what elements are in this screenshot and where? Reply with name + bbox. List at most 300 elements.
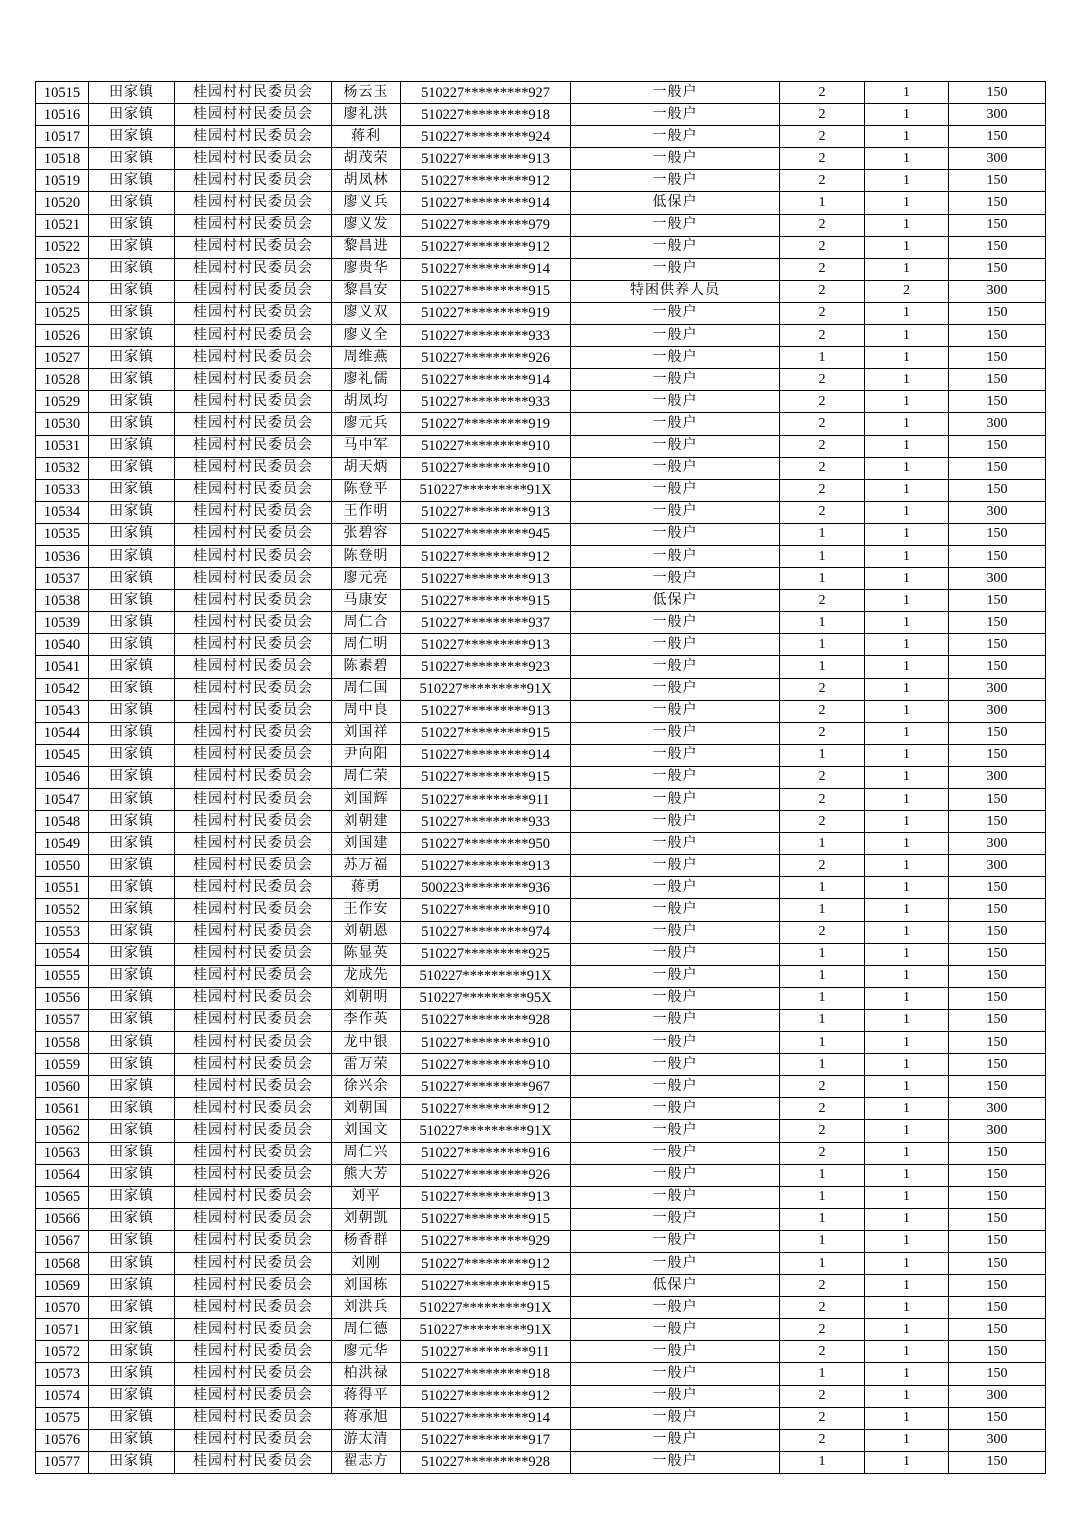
seq-cell: 10529 (36, 391, 89, 413)
seq-cell: 10569 (36, 1275, 89, 1297)
amount-cell: 150 (949, 590, 1046, 612)
id-number-cell: 510227*********912 (401, 170, 571, 192)
name-cell: 胡凤林 (332, 170, 401, 192)
household-type-cell: 一般户 (571, 1164, 780, 1186)
village-cell: 桂园村村民委员会 (175, 590, 332, 612)
count-b-cell: 1 (865, 1120, 949, 1142)
name-cell: 翟志方 (332, 1451, 401, 1473)
town-cell: 田家镇 (89, 1385, 175, 1407)
id-number-cell: 500223*********936 (401, 877, 571, 899)
count-b-cell: 1 (865, 325, 949, 347)
name-cell: 廖义发 (332, 214, 401, 236)
town-cell: 田家镇 (89, 766, 175, 788)
amount-cell: 150 (949, 811, 1046, 833)
seq-cell: 10531 (36, 435, 89, 457)
count-b-cell: 1 (865, 877, 949, 899)
amount-cell: 150 (949, 214, 1046, 236)
table-row (36, 1076, 1046, 1098)
town-cell: 田家镇 (89, 1319, 175, 1341)
village-cell: 桂园村村民委员会 (175, 1032, 332, 1054)
count-b-cell: 1 (865, 391, 949, 413)
id-number-cell: 510227*********91X (401, 1297, 571, 1319)
seq-cell: 10519 (36, 170, 89, 192)
household-type-cell: 一般户 (571, 855, 780, 877)
town-cell: 田家镇 (89, 965, 175, 987)
household-type-cell: 一般户 (571, 722, 780, 744)
village-cell: 桂园村村民委员会 (175, 1076, 332, 1098)
household-type-cell: 一般户 (571, 766, 780, 788)
town-cell: 田家镇 (89, 855, 175, 877)
table-row (36, 545, 1046, 567)
seq-cell: 10530 (36, 413, 89, 435)
name-cell: 廖贵华 (332, 258, 401, 280)
seq-cell: 10541 (36, 656, 89, 678)
id-number-cell: 510227*********910 (401, 899, 571, 921)
village-cell: 桂园村村民委员会 (175, 1142, 332, 1164)
id-number-cell: 510227*********917 (401, 1429, 571, 1451)
count-b-cell: 1 (865, 1098, 949, 1120)
name-cell: 陈登明 (332, 545, 401, 567)
count-a-cell: 1 (780, 1164, 865, 1186)
seq-cell: 10543 (36, 700, 89, 722)
count-b-cell: 1 (865, 899, 949, 921)
household-type-cell: 一般户 (571, 634, 780, 656)
seq-cell: 10551 (36, 877, 89, 899)
household-type-cell: 一般户 (571, 126, 780, 148)
table-row (36, 192, 1046, 214)
name-cell: 陈登平 (332, 479, 401, 501)
amount-cell: 300 (949, 833, 1046, 855)
seq-cell: 10550 (36, 855, 89, 877)
seq-cell: 10520 (36, 192, 89, 214)
village-cell: 桂园村村民委员会 (175, 1252, 332, 1274)
town-cell: 田家镇 (89, 1164, 175, 1186)
town-cell: 田家镇 (89, 1076, 175, 1098)
amount-cell: 150 (949, 1407, 1046, 1429)
household-type-cell: 一般户 (571, 1297, 780, 1319)
id-number-cell: 510227*********928 (401, 1009, 571, 1031)
count-b-cell: 1 (865, 1230, 949, 1252)
table-row (36, 1142, 1046, 1164)
count-a-cell: 1 (780, 545, 865, 567)
table-row (36, 855, 1046, 877)
seq-cell: 10540 (36, 634, 89, 656)
name-cell: 刘朝恩 (332, 921, 401, 943)
name-cell: 胡天炳 (332, 457, 401, 479)
town-cell: 田家镇 (89, 1407, 175, 1429)
amount-cell: 150 (949, 391, 1046, 413)
amount-cell: 150 (949, 523, 1046, 545)
seq-cell: 10573 (36, 1363, 89, 1385)
town-cell: 田家镇 (89, 987, 175, 1009)
name-cell: 刘平 (332, 1186, 401, 1208)
count-b-cell: 1 (865, 1032, 949, 1054)
seq-cell: 10559 (36, 1054, 89, 1076)
amount-cell: 300 (949, 280, 1046, 302)
id-number-cell: 510227*********914 (401, 369, 571, 391)
id-number-cell: 510227*********912 (401, 545, 571, 567)
amount-cell: 150 (949, 1297, 1046, 1319)
count-b-cell: 1 (865, 302, 949, 324)
id-number-cell: 510227*********913 (401, 1186, 571, 1208)
town-cell: 田家镇 (89, 479, 175, 501)
id-number-cell: 510227*********929 (401, 1230, 571, 1252)
table-row (36, 347, 1046, 369)
village-cell: 桂园村村民委员会 (175, 280, 332, 302)
table-row (36, 1363, 1046, 1385)
name-cell: 周仁荣 (332, 766, 401, 788)
town-cell: 田家镇 (89, 104, 175, 126)
village-cell: 桂园村村民委员会 (175, 656, 332, 678)
name-cell: 廖礼洪 (332, 104, 401, 126)
id-number-cell: 510227*********933 (401, 811, 571, 833)
table-row (36, 590, 1046, 612)
village-cell: 桂园村村民委员会 (175, 789, 332, 811)
id-number-cell: 510227*********95X (401, 987, 571, 1009)
amount-cell: 150 (949, 258, 1046, 280)
table-row (36, 943, 1046, 965)
count-b-cell: 1 (865, 148, 949, 170)
count-b-cell: 1 (865, 523, 949, 545)
amount-cell: 300 (949, 678, 1046, 700)
name-cell: 熊大芳 (332, 1164, 401, 1186)
amount-cell: 150 (949, 877, 1046, 899)
town-cell: 田家镇 (89, 678, 175, 700)
amount-cell: 150 (949, 369, 1046, 391)
count-b-cell: 1 (865, 1009, 949, 1031)
count-a-cell: 2 (780, 82, 865, 104)
count-b-cell: 1 (865, 1341, 949, 1363)
name-cell: 廖礼儒 (332, 369, 401, 391)
id-number-cell: 510227*********915 (401, 1208, 571, 1230)
amount-cell: 150 (949, 921, 1046, 943)
id-number-cell: 510227*********910 (401, 457, 571, 479)
amount-cell: 150 (949, 965, 1046, 987)
seq-cell: 10546 (36, 766, 89, 788)
household-type-cell: 一般户 (571, 369, 780, 391)
town-cell: 田家镇 (89, 789, 175, 811)
count-a-cell: 2 (780, 1142, 865, 1164)
amount-cell: 150 (949, 1275, 1046, 1297)
name-cell: 龙中银 (332, 1032, 401, 1054)
household-type-cell: 一般户 (571, 568, 780, 590)
seq-cell: 10557 (36, 1009, 89, 1031)
count-b-cell: 1 (865, 678, 949, 700)
name-cell: 廖元华 (332, 1341, 401, 1363)
seq-cell: 10534 (36, 501, 89, 523)
id-number-cell: 510227*********925 (401, 943, 571, 965)
household-type-cell: 一般户 (571, 833, 780, 855)
count-a-cell: 1 (780, 987, 865, 1009)
table-row (36, 391, 1046, 413)
village-cell: 桂园村村民委员会 (175, 943, 332, 965)
seq-cell: 10564 (36, 1164, 89, 1186)
table-row (36, 1319, 1046, 1341)
count-a-cell: 1 (780, 1363, 865, 1385)
count-b-cell: 1 (865, 1208, 949, 1230)
count-b-cell: 1 (865, 568, 949, 590)
village-cell: 桂园村村民委员会 (175, 612, 332, 634)
name-cell: 陈显英 (332, 943, 401, 965)
seq-cell: 10552 (36, 899, 89, 921)
count-a-cell: 2 (780, 126, 865, 148)
amount-cell: 150 (949, 1451, 1046, 1473)
seq-cell: 10521 (36, 214, 89, 236)
amount-cell: 150 (949, 192, 1046, 214)
table-row (36, 811, 1046, 833)
amount-cell: 150 (949, 1252, 1046, 1274)
count-a-cell: 2 (780, 766, 865, 788)
count-a-cell: 1 (780, 1009, 865, 1031)
seq-cell: 10542 (36, 678, 89, 700)
amount-cell: 300 (949, 1098, 1046, 1120)
town-cell: 田家镇 (89, 413, 175, 435)
amount-cell: 300 (949, 1120, 1046, 1142)
household-type-cell: 一般户 (571, 921, 780, 943)
seq-cell: 10526 (36, 325, 89, 347)
village-cell: 桂园村村民委员会 (175, 1385, 332, 1407)
household-type-cell: 一般户 (571, 1451, 780, 1473)
town-cell: 田家镇 (89, 82, 175, 104)
name-cell: 杨香群 (332, 1230, 401, 1252)
count-b-cell: 1 (865, 1363, 949, 1385)
village-cell: 桂园村村民委员会 (175, 1451, 332, 1473)
seq-cell: 10560 (36, 1076, 89, 1098)
name-cell: 刘朝明 (332, 987, 401, 1009)
id-number-cell: 510227*********91X (401, 678, 571, 700)
table-row (36, 302, 1046, 324)
name-cell: 马中军 (332, 435, 401, 457)
count-a-cell: 2 (780, 214, 865, 236)
name-cell: 龙成先 (332, 965, 401, 987)
village-cell: 桂园村村民委员会 (175, 369, 332, 391)
count-a-cell: 1 (780, 877, 865, 899)
amount-cell: 150 (949, 457, 1046, 479)
count-b-cell: 1 (865, 1252, 949, 1274)
count-a-cell: 2 (780, 1319, 865, 1341)
count-a-cell: 2 (780, 457, 865, 479)
count-b-cell: 1 (865, 369, 949, 391)
count-a-cell: 1 (780, 656, 865, 678)
table-row (36, 1252, 1046, 1274)
seq-cell: 10553 (36, 921, 89, 943)
village-cell: 桂园村村民委员会 (175, 523, 332, 545)
seq-cell: 10532 (36, 457, 89, 479)
household-type-cell: 一般户 (571, 148, 780, 170)
village-cell: 桂园村村民委员会 (175, 811, 332, 833)
village-cell: 桂园村村民委员会 (175, 192, 332, 214)
village-cell: 桂园村村民委员会 (175, 899, 332, 921)
table-row (36, 789, 1046, 811)
town-cell: 田家镇 (89, 1120, 175, 1142)
seq-cell: 10574 (36, 1385, 89, 1407)
village-cell: 桂园村村民委员会 (175, 877, 332, 899)
id-number-cell: 510227*********916 (401, 1142, 571, 1164)
village-cell: 桂园村村民委员会 (175, 479, 332, 501)
village-cell: 桂园村村民委员会 (175, 1341, 332, 1363)
household-type-cell: 一般户 (571, 811, 780, 833)
count-a-cell: 2 (780, 479, 865, 501)
count-a-cell: 1 (780, 568, 865, 590)
household-type-cell: 一般户 (571, 302, 780, 324)
amount-cell: 150 (949, 1186, 1046, 1208)
table-row (36, 126, 1046, 148)
village-cell: 桂园村村民委员会 (175, 1429, 332, 1451)
seq-cell: 10528 (36, 369, 89, 391)
village-cell: 桂园村村民委员会 (175, 1319, 332, 1341)
table-row (36, 766, 1046, 788)
seq-cell: 10567 (36, 1230, 89, 1252)
name-cell: 李作英 (332, 1009, 401, 1031)
id-number-cell: 510227*********910 (401, 1054, 571, 1076)
count-b-cell: 1 (865, 700, 949, 722)
town-cell: 田家镇 (89, 1142, 175, 1164)
household-type-cell: 一般户 (571, 943, 780, 965)
count-b-cell: 1 (865, 413, 949, 435)
table-row (36, 612, 1046, 634)
name-cell: 周仁国 (332, 678, 401, 700)
town-cell: 田家镇 (89, 1032, 175, 1054)
seq-cell: 10566 (36, 1208, 89, 1230)
id-number-cell: 510227*********911 (401, 789, 571, 811)
count-a-cell: 2 (780, 325, 865, 347)
seq-cell: 10562 (36, 1120, 89, 1142)
amount-cell: 150 (949, 1142, 1046, 1164)
village-cell: 桂园村村民委员会 (175, 148, 332, 170)
count-a-cell: 2 (780, 280, 865, 302)
town-cell: 田家镇 (89, 1186, 175, 1208)
id-number-cell: 510227*********914 (401, 744, 571, 766)
name-cell: 廖元兵 (332, 413, 401, 435)
village-cell: 桂园村村民委员会 (175, 1164, 332, 1186)
count-a-cell: 2 (780, 258, 865, 280)
count-a-cell: 1 (780, 1451, 865, 1473)
household-type-cell: 一般户 (571, 1142, 780, 1164)
seq-cell: 10544 (36, 722, 89, 744)
village-cell: 桂园村村民委员会 (175, 1120, 332, 1142)
amount-cell: 150 (949, 612, 1046, 634)
household-type-cell: 一般户 (571, 523, 780, 545)
amount-cell: 300 (949, 855, 1046, 877)
amount-cell: 150 (949, 1054, 1046, 1076)
seq-cell: 10571 (36, 1319, 89, 1341)
table-row (36, 656, 1046, 678)
village-cell: 桂园村村民委员会 (175, 126, 332, 148)
count-a-cell: 2 (780, 369, 865, 391)
id-number-cell: 510227*********911 (401, 1341, 571, 1363)
id-number-cell: 510227*********912 (401, 1252, 571, 1274)
id-number-cell: 510227*********910 (401, 1032, 571, 1054)
amount-cell: 150 (949, 479, 1046, 501)
seq-cell: 10518 (36, 148, 89, 170)
table-row (36, 280, 1046, 302)
id-number-cell: 510227*********914 (401, 258, 571, 280)
household-type-cell: 一般户 (571, 1429, 780, 1451)
id-number-cell: 510227*********91X (401, 1120, 571, 1142)
household-type-cell: 一般户 (571, 1054, 780, 1076)
seq-cell: 10565 (36, 1186, 89, 1208)
id-number-cell: 510227*********933 (401, 325, 571, 347)
town-cell: 田家镇 (89, 1009, 175, 1031)
table-row (36, 921, 1046, 943)
town-cell: 田家镇 (89, 148, 175, 170)
count-a-cell: 2 (780, 435, 865, 457)
id-number-cell: 510227*********910 (401, 435, 571, 457)
village-cell: 桂园村村民委员会 (175, 391, 332, 413)
town-cell: 田家镇 (89, 1275, 175, 1297)
count-a-cell: 2 (780, 789, 865, 811)
table-row (36, 833, 1046, 855)
village-cell: 桂园村村民委员会 (175, 501, 332, 523)
id-number-cell: 510227*********915 (401, 766, 571, 788)
count-b-cell: 1 (865, 347, 949, 369)
amount-cell: 150 (949, 1164, 1046, 1186)
name-cell: 马康安 (332, 590, 401, 612)
id-number-cell: 510227*********937 (401, 612, 571, 634)
count-a-cell: 2 (780, 1120, 865, 1142)
id-number-cell: 510227*********918 (401, 1363, 571, 1385)
household-type-cell: 一般户 (571, 1120, 780, 1142)
seq-cell: 10548 (36, 811, 89, 833)
seq-cell: 10547 (36, 789, 89, 811)
name-cell: 刘洪兵 (332, 1297, 401, 1319)
amount-cell: 300 (949, 766, 1046, 788)
village-cell: 桂园村村民委员会 (175, 987, 332, 1009)
table-row (36, 1275, 1046, 1297)
count-a-cell: 1 (780, 347, 865, 369)
name-cell: 廖义兵 (332, 192, 401, 214)
seq-cell: 10527 (36, 347, 89, 369)
name-cell: 蒋承旭 (332, 1407, 401, 1429)
seq-cell: 10576 (36, 1429, 89, 1451)
household-type-cell: 一般户 (571, 413, 780, 435)
table-row (36, 82, 1046, 104)
household-type-cell: 一般户 (571, 987, 780, 1009)
household-type-cell: 一般户 (571, 391, 780, 413)
count-b-cell: 1 (865, 744, 949, 766)
id-number-cell: 510227*********914 (401, 1407, 571, 1429)
household-type-cell: 一般户 (571, 1230, 780, 1252)
name-cell: 廖义全 (332, 325, 401, 347)
seq-cell: 10533 (36, 479, 89, 501)
count-b-cell: 1 (865, 1076, 949, 1098)
village-cell: 桂园村村民委员会 (175, 1098, 332, 1120)
town-cell: 田家镇 (89, 590, 175, 612)
table-row (36, 987, 1046, 1009)
table-row (36, 1208, 1046, 1230)
count-b-cell: 1 (865, 1164, 949, 1186)
count-b-cell: 1 (865, 833, 949, 855)
name-cell: 胡茂荣 (332, 148, 401, 170)
id-number-cell: 510227*********915 (401, 722, 571, 744)
seq-cell: 10549 (36, 833, 89, 855)
id-number-cell: 510227*********924 (401, 126, 571, 148)
village-cell: 桂园村村民委员会 (175, 921, 332, 943)
id-number-cell: 510227*********919 (401, 413, 571, 435)
count-b-cell: 1 (865, 987, 949, 1009)
household-type-cell: 一般户 (571, 258, 780, 280)
name-cell: 张碧容 (332, 523, 401, 545)
amount-cell: 150 (949, 656, 1046, 678)
count-b-cell: 1 (865, 1297, 949, 1319)
household-type-cell: 一般户 (571, 545, 780, 567)
town-cell: 田家镇 (89, 280, 175, 302)
count-a-cell: 1 (780, 899, 865, 921)
amount-cell: 150 (949, 435, 1046, 457)
table-row (36, 148, 1046, 170)
count-b-cell: 1 (865, 501, 949, 523)
id-number-cell: 510227*********914 (401, 192, 571, 214)
